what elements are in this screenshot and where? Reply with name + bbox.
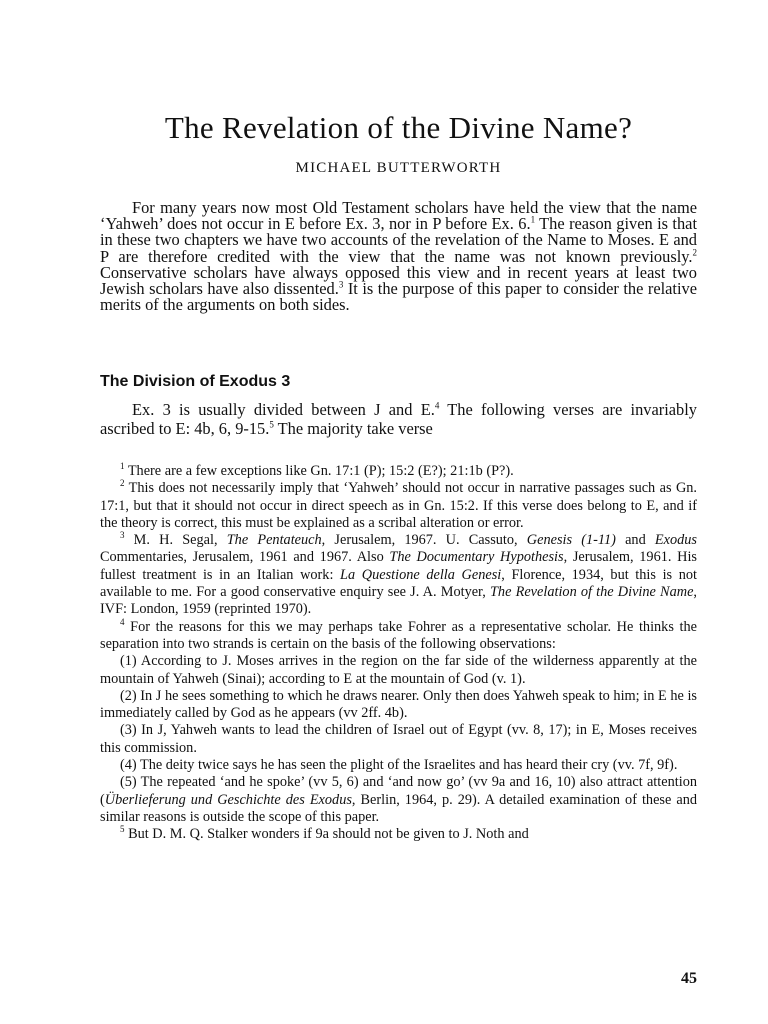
text-run: For many years now most Old Testament scholars have held the view that the name ‘Yahweh’ does not occur in E before Ex. 3, nor in P before Ex. 6. <box>100 198 697 234</box>
page-number: 45 <box>681 970 697 987</box>
italic-title: Genesis (1-11) <box>526 532 616 549</box>
text-run: (1) According to J. Moses arrives in the region on the far side of the wilderness apparently at the mountain of Yahweh (Sinai); according to E at the mountain of God (v. 1). <box>100 653 697 687</box>
footnote-marker: 5 <box>269 419 274 430</box>
footnote <box>100 688 697 723</box>
text-run: , Berlin, 1964, p. 29). A detailed examination of these and similar reasons is outside the scope of this paper. <box>100 791 697 825</box>
text-run: Conservative scholars have always opposed this view and in recent years at least two Jewish scholars have also dissented. <box>100 262 697 299</box>
footnotes <box>100 463 697 844</box>
footnote-marker: 4 <box>434 400 440 411</box>
section-paragraph <box>100 400 697 438</box>
italic-title: Überlieferung und Geschichte des Exodus <box>104 791 352 808</box>
footnote <box>100 653 697 688</box>
footnote-marker: 3 <box>338 279 344 290</box>
footnote <box>100 532 697 618</box>
text-run: , Jerusalem, 1961. His fullest treatment is in an Italian work: <box>100 549 697 583</box>
footnote-marker: 5 <box>120 824 125 835</box>
intro-paragraph <box>100 200 697 313</box>
section-text <box>100 400 697 438</box>
footnote-marker: 2 <box>692 247 697 258</box>
footnote-marker: 1 <box>120 461 125 472</box>
text-run: (2) In J he sees something to which he draws nearer. Only then does Yahweh speak to him; in E he is immediately called by God as he appears (vv 2ff. 4b). <box>100 687 697 722</box>
text-run: This does not necessarily imply that ‘Yahweh’ should not occur in narrative passages such as Gn. 17:1, but that it should not occur in direct speech as in Gn. 15:2. If this verse does belong to E, and if the theory is correct, this must be explained as a scribal alteration or error. <box>100 480 697 531</box>
italic-title: The Pentateuch <box>226 532 322 549</box>
text-run: M. H. Segal, <box>124 532 227 549</box>
italic-title: The Revelation of the Divine Name <box>489 584 694 601</box>
text-run: (4) The deity twice says he has seen the plight of the Israelites and has heard their cry (vv. 7f, 9f). <box>120 757 678 774</box>
text-run: The reason given is that in these two chapters we have two accounts of the revelation of the Name to Moses. E and P are therefore credited with the view that the name was not known previously. <box>100 214 697 266</box>
footnote-marker: 2 <box>120 478 125 489</box>
intro-text <box>100 200 697 313</box>
italic-title: Exodus <box>654 532 697 549</box>
text-run: It is the purpose of this paper to consider the relative merits of the arguments on both sides. <box>100 279 697 315</box>
footnote <box>100 826 697 843</box>
italic-title: La Questione della Genesi <box>340 566 502 583</box>
footnote <box>100 480 697 532</box>
footnote <box>100 616 697 654</box>
text-run: , Jerusalem, 1967. U. Cassuto, <box>321 532 527 549</box>
text-run: For the reasons for this we may perhaps take Fohrer as a representative scholar. He thinks the separation into two strands is certain on the basis of the following observations: <box>100 618 697 652</box>
article-title: The Revelation of the Divine Name? <box>164 110 633 145</box>
text-run: Commentaries, Jerusalem, 1961 and 1967. Also <box>100 549 390 566</box>
text-run: The majority take verse <box>273 419 433 438</box>
footnote <box>100 774 697 826</box>
text-run: and <box>615 532 655 549</box>
text-run: (3) In J, Yahweh wants to lead the children of Israel out of Egypt (vv. 8, 17); in E, Moses receives this commission. <box>100 722 697 756</box>
text-run: , IVF: London, 1959 (reprinted 1970). <box>100 584 697 618</box>
text-run: Ex. 3 is usually divided between J and E. <box>132 400 435 419</box>
section-heading: The Division of Exodus 3 <box>100 373 291 390</box>
footnote <box>100 757 697 774</box>
text-run: But D. M. Q. Stalker wonders if 9a should not be given to J. Noth and <box>124 826 529 843</box>
text-run: The following verses are invariably ascribed to E: 4b, 6, 9-15. <box>100 400 697 438</box>
text-run: (5) The repeated ‘and he spoke’ (vv 5, 6) and ‘and now go’ (vv 9a and 16, 10) also attract attention ( <box>100 774 697 808</box>
footnote <box>100 722 697 757</box>
italic-title: The Documentary Hypothesis <box>389 549 564 566</box>
author-name: MICHAEL BUTTERWORTH <box>295 160 502 176</box>
footnote <box>100 463 697 480</box>
text-run: There are a few exceptions like Gn. 17:1 (P); 15:2 (E?); 21:1b (P?). <box>124 463 514 479</box>
text-run: , Florence, 1934, but this is not available to me. For a good conservative enquiry see J. A. Motyer, <box>100 566 697 601</box>
footnote-marker: 3 <box>120 530 125 541</box>
footnote-marker: 4 <box>120 616 125 627</box>
footnote-marker: 1 <box>530 214 536 225</box>
